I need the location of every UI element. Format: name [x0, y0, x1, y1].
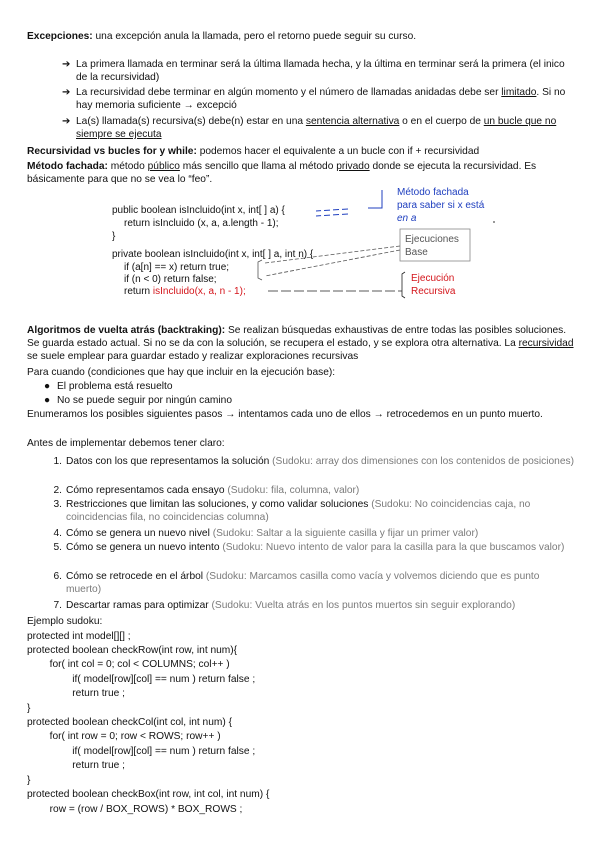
- arrow-icon: ➔: [62, 87, 71, 98]
- code-line: return: [124, 286, 153, 297]
- excepciones-paragraph: Excepciones: una excepción anula la llamada, pero el retorno puede seguir su curso.: [27, 31, 417, 42]
- dash-line: [316, 209, 348, 211]
- step-item: 3. Restricciones que limitan las soluciones, y como validar soluciones (Sudoku: No coincidencias caja, no coincidencias fila, no coincidencias columna): [53, 499, 531, 523]
- code-line: public boolean isIncluido(int x, int[ ] a) {: [112, 205, 285, 216]
- code-line: for( int row = 0; row < ROWS; row++ ): [27, 731, 221, 742]
- code-line: }: [112, 231, 116, 242]
- code-line: if (n < 0) return false;: [124, 274, 217, 285]
- bullet-item: ● El problema está resuelto: [44, 381, 173, 392]
- code-line: row = (row / BOX_ROWS) * BOX_ROWS ;: [27, 804, 243, 815]
- bracket-line: [368, 190, 382, 208]
- code-line: return true ;: [27, 760, 125, 771]
- step-item: 4. Cómo se genera un nuevo nivel (Sudoku: Saltar a la siguiente casilla y fijar un primer valor): [53, 528, 479, 539]
- step-item: 2. Cómo representamos cada ensayo (Sudoku: fila, columna, valor): [53, 485, 360, 496]
- dash-line: [316, 214, 348, 216]
- code-line: if( model[row][col] == num ) return false ;: [27, 674, 256, 685]
- code-line: for( int col = 0; col < COLUMNS; col++ ): [27, 659, 230, 670]
- code-line: return true ;: [27, 688, 125, 699]
- code-line: return isIncluido (x, a, a.length - 1);: [124, 218, 279, 229]
- code-line: protected boolean checkBox(int row, int col, int num) {: [27, 789, 270, 800]
- code-line: if( model[row][col] == num ) return false ;: [27, 746, 256, 757]
- note-base-2: Base: [405, 247, 428, 258]
- bullet-item: ● No se puede seguir por ningún camino: [44, 395, 232, 406]
- backtracking-paragraph: Algoritmos de vuelta atrás (backtraking): Se realizan búsquedas exhaustivas de entre todas las posibles soluciones. Se guarda estado actual. Si no se da con la solución, se recupera el estado, y se explora otra alternativa. La recursividad se suele emplear para guardar estado y realizar exploraciones recursivas: [27, 325, 574, 362]
- antes-paragraph: Antes de implementar debemos tener claro:: [27, 438, 225, 449]
- svg-text:return isIncluido(x, a, n - 1): [124, 286, 246, 297]
- arrow-icon: ➔: [62, 59, 71, 70]
- arrow-icon: ➔: [62, 116, 71, 127]
- recursividad-vs-bucles: Recursividad vs bucles for y while: podemos hacer el equivalente a un bucle con if + recursividad: [27, 146, 480, 157]
- arrow-item: ➔ La primera llamada en terminar será la última llamada hecha, y la última en terminar será la primera (el inico de la recursividad): [62, 59, 565, 83]
- para-cuando: Para cuando (condiciones que hay que incluir en la ejecución base):: [27, 367, 336, 378]
- arrow-item: ➔ La recursividad debe terminar en algún momento y el número de llamadas anidadas debe ser limitado. Si no hay memoria suficiente → excepció: [62, 87, 566, 111]
- note-fachada-1: Método fachada: [397, 187, 469, 198]
- bullet-icon: ●: [44, 381, 51, 392]
- note-recursiva-2: Recursiva: [411, 286, 456, 297]
- metodo-fachada-paragraph: Método fachada: método público más sencillo que llama al método privado donde se ejecuta la recursividad. Es básicamente para que no se vea lo “feo”.: [27, 161, 537, 185]
- code-line: }: [27, 775, 31, 786]
- code-line: protected int model[][] ;: [27, 631, 131, 642]
- recursive-call: isIncluido(x, a, n - 1);: [152, 286, 246, 297]
- code-line: protected boolean checkCol(int col, int num) {: [27, 717, 232, 728]
- excepciones-label: Excepciones:: [27, 31, 93, 42]
- bullet-icon: ●: [44, 395, 51, 406]
- note-base-1: Ejecuciones: [405, 234, 459, 245]
- fachada-annotation: [316, 190, 382, 216]
- code-line: protected boolean checkRow(int row, int num){: [27, 645, 238, 656]
- enumeramos-paragraph: Enumeramos los posibles siguientes pasos → intentamos cada uno de ellos → retrocedemos en un punto muerto.: [27, 409, 543, 420]
- step-item: 5. Cómo se genera un nuevo intento (Sudoku: Nuevo intento de valor para la casilla para la que buscamos valor): [53, 542, 565, 553]
- code-line: }: [27, 703, 31, 714]
- note-fachada-3: en a: [397, 213, 417, 224]
- step-item: 7. Descartar ramas para optimizar (Sudoku: Vuelta atrás en los puntos muertos sin seguir explorando): [53, 600, 516, 611]
- code-line: if (a[n] == x) return true;: [124, 262, 230, 273]
- note-fachada-2: para saber si x está: [397, 200, 485, 211]
- arrow-item: ➔ La(s) llamada(s) recursiva(s) debe(n) estar en una sentencia alternativa o en el cuerpo de un bucle que no siempre se ejecuta: [62, 116, 557, 140]
- step-item: 1. Datos con los que representamos la solución (Sudoku: array dos dimensiones con los contenidos de posiciones): [53, 456, 574, 467]
- ejemplo-heading: Ejemplo sudoku:: [27, 616, 103, 627]
- code-line: private boolean isIncluido(int x, int[ ] a, int n) {: [112, 249, 314, 260]
- recursion-figure: [0, 0, 600, 300]
- recursiva-annotation-lines: [268, 272, 405, 298]
- step-item: 6. Cómo se retrocede en el árbol (Sudoku: Marcamos casilla como vacía y volvemos diciendo que es punto muerto): [53, 571, 540, 595]
- note-recursiva-1: Ejecución: [411, 273, 455, 284]
